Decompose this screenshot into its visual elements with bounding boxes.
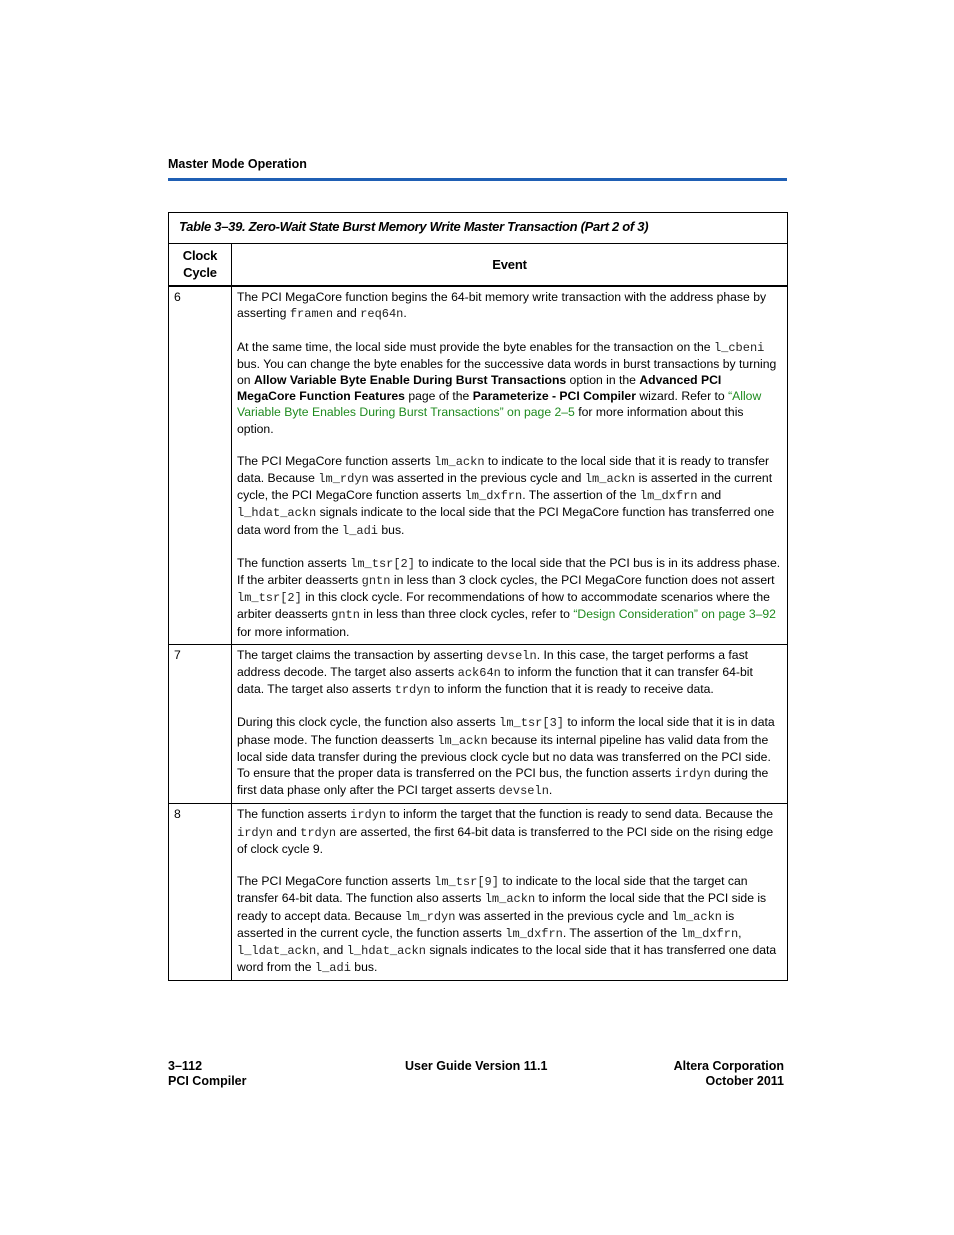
signal-name: lm_tsr[2] [350, 556, 415, 571]
table-header-row [169, 244, 788, 287]
header-rule [168, 178, 787, 181]
text-run: was asserted in the previous cycle and [368, 471, 585, 486]
signal-name: lm_dxfrn [464, 489, 523, 504]
table-row [169, 286, 788, 644]
text-run: during the first data phase only after the PCI target asserts [237, 766, 769, 798]
text-run: is asserted in the current cycle, the PCI MegaCore function asserts [237, 471, 773, 503]
text-run: in less than 3 clock cycles, the PCI MegaCore function does not assert [390, 573, 775, 588]
event-paragraph [237, 647, 781, 699]
text-run: bus. You can change the byte enables for the successive data words in burst transactions by turning on [237, 356, 777, 388]
text-run: During this clock cycle, the function also asserts [237, 715, 500, 730]
cycle-number: 8 [169, 804, 232, 981]
signal-name: lm_dxfrn [639, 489, 698, 504]
signal-name: lm_tsr[2] [237, 591, 302, 606]
text-run: The target claims the transaction by asserting [237, 647, 487, 662]
event-cell [232, 286, 788, 644]
footer-right [600, 1059, 784, 1089]
signal-name: lm_ackn [437, 733, 488, 748]
text-run: option in the [566, 373, 640, 388]
text-run: The function asserts [237, 807, 351, 822]
signal-name: ack64n [457, 666, 501, 681]
event-paragraph [237, 806, 781, 857]
text-run: . [403, 306, 407, 321]
text-run: , and [316, 942, 347, 957]
guide-version: User Guide Version 11.1 [405, 1059, 548, 1073]
event-paragraph [237, 555, 781, 640]
footer-left [168, 1059, 247, 1089]
text-run: to indicate to the local side that it is ready to transfer data. Because [237, 453, 770, 486]
signal-name: lm_ackn [671, 909, 722, 924]
event-cell [232, 804, 788, 981]
text-run: , [738, 925, 742, 940]
text-run: The PCI MegaCore function asserts [237, 874, 435, 889]
option-name: Allow Variable Byte Enable During Burst Transactions [253, 373, 567, 388]
text-run: signals indicate to the local side that the PCI MegaCore function has transferred one data word from the [237, 505, 775, 537]
event-paragraph [237, 339, 781, 437]
publication-date: October 2011 [705, 1074, 784, 1088]
col-header-event: Event [232, 244, 788, 287]
col-header-clock-cycle [169, 244, 232, 287]
cycle-number: 7 [169, 644, 232, 804]
text-run: are asserted, the first 64-bit data is transferred to the PCI side on the rising edge of clock cycle 9. [237, 824, 774, 856]
signal-name: irdyn [674, 767, 711, 782]
text-run: for more information. [237, 624, 350, 639]
signal-name: lm_rdyn [405, 909, 456, 924]
page-name: Advanced PCI MegaCore Function Features [237, 373, 722, 404]
product-name: PCI Compiler [168, 1074, 247, 1088]
event-table [168, 212, 788, 981]
signal-name: l_adi [342, 523, 379, 538]
company-name: Altera Corporation [673, 1059, 784, 1073]
text-run: The function asserts [237, 555, 351, 570]
signal-name: lm_tsr[9] [434, 875, 499, 890]
text-run: to inform the function that it is ready to receive data. [430, 682, 714, 697]
section-title: Master Mode Operation [168, 157, 307, 171]
text-run: bus. [350, 960, 378, 975]
signal-name: framen [289, 307, 334, 322]
signal-name: lm_ackn [584, 472, 636, 487]
text-run: is asserted in the current cycle, the function asserts [237, 908, 735, 940]
text-run: to inform the target that the function is ready to send data. Because the [386, 807, 774, 822]
signal-name: trdyn [300, 825, 337, 840]
signal-name: irdyn [350, 808, 387, 823]
signal-name: lm_rdyn [318, 472, 369, 487]
text-run: . [548, 783, 553, 798]
signal-name: l_adi [314, 961, 351, 976]
wizard-name: Parameterize - PCI Compiler [472, 389, 636, 404]
event-paragraph [237, 873, 781, 976]
text-run: and [697, 488, 722, 503]
signal-name: trdyn [394, 683, 431, 698]
text-run: The PCI MegaCore function begins the 64-bit memory write transaction with the address phase by asserting [237, 290, 767, 321]
event-paragraph [237, 289, 781, 322]
text-run: to indicate to the local side that the target can transfer 64-bit data. The function also asserts [237, 874, 748, 906]
text-run: for more information about this option. [237, 405, 744, 436]
text-run: in this clock cycle. For recommendations of how to accommodate scenarios where the arbiter deasserts [237, 590, 770, 622]
signal-name: lm_dxfrn [505, 926, 563, 941]
table-caption-row [169, 213, 788, 244]
signal-name: gntn [361, 574, 391, 589]
cross-reference-link[interactable]: “Allow Variable Byte Enables During Burst Transactions” on page 2–5 [237, 389, 762, 420]
text-run: and [273, 824, 301, 839]
signal-name: lm_dxfrn [680, 926, 739, 941]
signal-name: lm_ackn [434, 454, 485, 469]
text-run: . In this case, the target performs a fast address decode. The target also asserts [237, 647, 749, 680]
text-run: to inform the local side that it is in data phase mode. The function deasserts [237, 715, 775, 747]
table-row [169, 644, 788, 804]
text-run: to inform the function that it can transfer 64-bit data. The target also asserts [237, 665, 753, 697]
page-number: 3–112 [168, 1059, 203, 1073]
signal-name: req64n [360, 307, 404, 322]
event-cell [232, 644, 788, 804]
text-run: At the same time, the local side must provide the byte enables for the transaction on the [237, 339, 714, 354]
signal-name: devseln [498, 784, 549, 799]
signal-name: irdyn [237, 825, 274, 840]
signal-name: devseln [486, 648, 537, 663]
text-run: to indicate to the local side that the PCI bus is in its address phase. If the arbiter deasserts [237, 555, 781, 588]
signal-name: l_hdat_ackn [346, 943, 426, 958]
text-run: signals indicates to the local side that it has transferred one data word from the [237, 942, 777, 975]
text-run: . The assertion of the [562, 925, 681, 940]
signal-name: l_ldat_ackn [237, 943, 317, 958]
text-run: to inform the local side that the PCI side is ready to accept data. Because [237, 891, 767, 923]
event-paragraph [237, 714, 781, 799]
col-header-clock-line2: Cycle [183, 265, 217, 281]
text-run: page of the [404, 389, 473, 404]
text-run: was asserted in the previous cycle and [455, 908, 672, 923]
table-row [169, 804, 788, 981]
cross-reference-link[interactable]: “Design Consideration” on page 3–92 [573, 607, 776, 622]
text-run: wizard. Refer to [635, 389, 729, 404]
text-run: bus. [378, 522, 405, 537]
event-paragraph [237, 453, 781, 539]
text-run: because its internal pipeline has valid data from the local side data transfer during the previous clock cycle but no data was transferred on the PCI side. To ensure that the proper data is transferred on the PCI bus, the function asserts [237, 732, 771, 781]
signal-name: l_cbeni [713, 340, 765, 355]
cycle-number: 6 [169, 286, 232, 644]
text-run: . The assertion of the [522, 488, 640, 503]
table-caption: Table 3–39. Zero-Wait State Burst Memory Write Master Transaction (Part 2 of 3) [169, 213, 788, 244]
signal-name: gntn [331, 608, 360, 623]
text-run: The PCI MegaCore function asserts [237, 453, 435, 468]
signal-name: l_hdat_ackn [237, 506, 317, 521]
signal-name: lm_ackn [484, 892, 536, 907]
signal-name: lm_tsr[3] [499, 716, 564, 731]
text-run: and [333, 306, 361, 321]
text-run: in less than three clock cycles, refer to [359, 607, 574, 622]
col-header-clock-line1: Clock [182, 248, 218, 264]
